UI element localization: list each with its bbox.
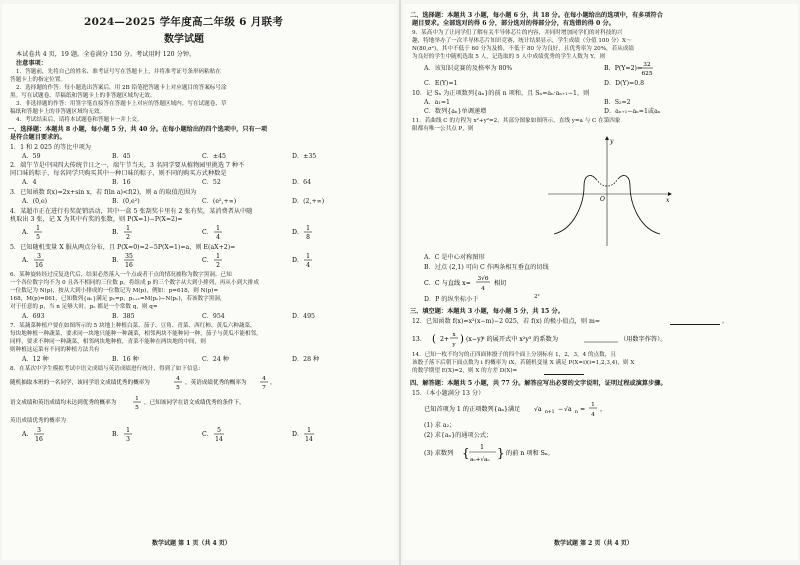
paren-close: ) (460, 334, 464, 345)
q15-part3-text: 的前 n 项和 Sₙ。 (506, 450, 554, 457)
option-label: B．P(Y=2)= (604, 65, 643, 72)
option: C．52 (202, 179, 221, 186)
frac-num: 3√6 (477, 276, 489, 282)
axis-label-y: y (610, 138, 614, 145)
question-15-part: (2) 求{aₙ}的通项公式； (424, 432, 493, 439)
question-14: 该骰子落下后朝下面点数为 i 的概率为 iX，若随机变量 X 满足 P(X=i)(i=1,2,3,4)，则 X (412, 360, 635, 366)
question-5: 5．已知随机变量 X 服从两点分布，且 P(X=0)=2−5P(X=1)=a，则 E(aX+2)= (10, 244, 236, 251)
frac-den: 2 (216, 262, 220, 269)
option: A．4 (22, 179, 37, 186)
exam-subtitle: 数学试题 (164, 34, 204, 45)
page-footer: 数学试题 第 2 页（共 4 页） (554, 540, 633, 547)
frac-den: 4 (306, 262, 310, 269)
option: B．45 (112, 153, 131, 160)
option: B．S₂=2 (604, 99, 631, 106)
q8-text: ， (270, 380, 276, 386)
exam-page-1 (2, 4, 396, 560)
q4-options (2, 222, 396, 242)
frac-den: 7 (262, 385, 266, 391)
frac-den: 4 (591, 412, 595, 418)
q13-text: ⁶ 的展开式中 x²y³ 的系数为 (482, 336, 559, 343)
svg-text:}: } (497, 446, 505, 460)
section-2-heading: 题目要求。全部选对的得 6 分，部分选对的得部分分，有选错的得 0 分。 (412, 20, 615, 27)
option: D．aₙ₊₁−aₙ=1或aₙ (604, 108, 661, 115)
question-12-end: 。 (722, 318, 729, 325)
option: D．±35 (292, 153, 317, 160)
svg-text:√a: √a (564, 406, 572, 413)
question-15-heading: 15．（本小题满分 13 分） (412, 390, 485, 397)
option-label: C． (202, 431, 213, 438)
section-3-heading: 三、填空题：本题共 3 小题，每小题 5 分，共 15 分。 (410, 308, 564, 315)
q8-body (2, 372, 396, 418)
question-6: 6．某种旋转经过反复迭代后，结果必然落入一个点或者干点的情况被称为数字黑洞。已知 (10, 272, 232, 278)
frac-num: 4 (262, 376, 266, 382)
option: A．a₁=1 (424, 99, 450, 106)
option: A．59 (22, 153, 41, 160)
question-9: 为良好的学生中随机选取 5 人，记选取的 5 人中成绩优秀的学生人数为 Y，则 (412, 54, 606, 60)
option: C．±45 (202, 153, 226, 160)
q8-text: ，英语成绩优秀的概率为 (185, 380, 247, 386)
curve-left-branch (554, 175, 596, 234)
frac-num: 1 (36, 225, 40, 232)
x-axis-arrow (668, 192, 672, 196)
page-gutter (399, 0, 401, 565)
frac-num: 1 (126, 427, 130, 434)
option: D．495 (292, 313, 315, 320)
option-label: A． (22, 257, 33, 264)
section-1-heading: 是符合题目要求的。 (10, 134, 66, 141)
question-7: 每块地种植一种蔬菜，要求同一块地只能种一种蔬菜，相邻两块不能种同一种，茄子与黄瓜不能相邻， (10, 331, 262, 337)
section-1-heading: 一、选择题：本题共 8 小题，每小题 5 分，共 40 分。在每小题给出的四个选项中，只有一项 (8, 126, 268, 133)
q8-text: 语文成绩和英语成绩均未达到优秀的概率为 (10, 400, 117, 406)
option: A．693 (22, 313, 45, 320)
frac-den: y (452, 342, 456, 348)
option: A．该知识竞赛的及格率为 80% (424, 65, 513, 72)
option: D．28 种 (292, 356, 320, 363)
question-2: 2．端午节是中国四大传统节日之一，端午节当天，3 名同学要从植物园里挑选 7 种不 (10, 162, 245, 169)
option: D．(2,+∞) (292, 198, 325, 205)
q8-options (2, 424, 396, 446)
question-6: 一个各位数字均不为 0 且各不相同的三位数 p，将组成 p 的三个数字从大到小排列，再从小到大排成 (10, 280, 259, 286)
question-6: 对于任意的 p，当 n 足够大时，pₙ 都是一个常数 q，则 q= (10, 304, 158, 310)
question-11: 11．若曲线 C 的方程为 x²+y²=2，其部分图象如图所示，直线 y=a 与 C 在第四象 (412, 118, 621, 124)
frac-num: 1 (216, 225, 220, 232)
svg-text:aₙ+√aₙ: aₙ+√aₙ (470, 457, 490, 463)
option: A．C 是中心对称图形 (424, 254, 485, 261)
question-13 (404, 328, 798, 350)
exam-intro: 本试卷共 4 页，19 题。全卷满分 150 分。考试用时 120 分钟。 (16, 51, 196, 58)
notes-title: 注意事项： (16, 60, 47, 67)
option-label: C．C 与直线 x= (424, 280, 471, 287)
question-15-stem (404, 398, 798, 420)
option: C．24 种 (202, 356, 229, 363)
option: B．过点 (2,1) 可向 C 作两条相互垂直的切线 (424, 264, 549, 271)
section-2-heading: 二、选择题：本题共 3 小题，每小题 6 分，共 18 分。在每小题给出的选项中，有多项符合 (410, 12, 663, 19)
option: D．D(Y)=0.8 (604, 80, 645, 87)
note-line: 1．答题前，先将自己的姓名、准考证号写在答题卡上，并将准考证号条形码粘贴在 (16, 69, 221, 75)
option: C．E(Y)=1 (424, 80, 458, 87)
frac-num: 1 (126, 225, 130, 232)
q15-text: ， (600, 406, 607, 413)
q8-text: ，已知该同学在语文成绩优秀的条件下， (144, 400, 245, 406)
question-9: 趣，特地举办了一次半导体芯片知识竞赛，统计结果显示，学生成绩（分值 100 分）X～ (412, 38, 632, 44)
y-axis-arrow (605, 136, 609, 140)
option: A．(0,e) (22, 198, 48, 205)
frac-num: 1 (135, 396, 139, 402)
curve-right-branch (618, 175, 660, 234)
question-9: 9．某高中为了让同学们了解有关半导体芯片的内容，并同时增加同学们的对科技的兴 (412, 30, 623, 36)
question-15-part: (1) 求 a₂； (424, 422, 456, 429)
axis-label-x: x (666, 197, 670, 204)
svg-text:n: n (575, 410, 578, 415)
frac-den: 2 (126, 234, 130, 241)
option-label: 相切 (494, 280, 507, 287)
option-label: C． (202, 229, 213, 236)
question-7: 则种植这运菜有不同的种植方法共有 (10, 347, 100, 353)
frac-den: 16 (125, 262, 133, 269)
option: D．64 (292, 179, 312, 186)
svg-text:2+: 2+ (440, 336, 450, 343)
page-footer: 数学试题 第 1 页（共 4 页） (152, 540, 231, 547)
q13-text: （用数字作答）。 (620, 336, 667, 343)
frac-num: 3 (37, 253, 41, 260)
option-label: B． (112, 229, 123, 236)
frac-num: 35 (125, 253, 133, 260)
note-line: 4．考试结束后，请将本试题卷和答题卡一并上交。 (16, 117, 143, 123)
frac-num: 32 (643, 62, 651, 68)
option: D．P 的纵坐标小于 (424, 296, 479, 303)
q11-curve-figure (544, 134, 674, 252)
option: A．12 种 (22, 356, 49, 363)
question-4: 机取出 3 张，记 X 为其中有奖的张数，则 P(X=1)−P(X=2)= (10, 216, 183, 223)
frac-den: 14 (305, 436, 313, 443)
svg-text:−: − (558, 406, 564, 413)
option-label: B． (112, 257, 123, 264)
question-14: 14．已知一枚不均匀的正四面体骰子的四个面上分别标有 1，2，3，4 的点数，且 (412, 352, 616, 358)
frac-num: 1 (216, 253, 220, 260)
note-line: 2．选择题的作答：每小题选出答案后，用 2B 铅笔把答题卡上对应题目的答案标号涂 (16, 85, 227, 91)
paren-open: ( (432, 334, 436, 345)
frac-num: 5 (217, 427, 221, 434)
frac-num: 4 (176, 376, 180, 382)
frac-den: 5 (176, 385, 180, 391)
note-line: 答题卡上的指定位置。 (10, 77, 66, 83)
frac-den: 3 (126, 436, 130, 443)
q5-options (2, 250, 396, 270)
q12-answer-blank[interactable] (670, 324, 720, 325)
option-label: A． (22, 229, 33, 236)
question-7: 7．某蔬菜种植户要在如图所示的 5 块地上种植白菜、茄子、豆角、青菜、西红柿、黄瓜六种蔬菜， (10, 323, 256, 329)
frac-den: 4 (481, 286, 485, 292)
frac-num: x (452, 332, 456, 338)
frac-den: 16 (35, 262, 43, 269)
option-label: D． (292, 229, 304, 236)
option-label: A． (22, 431, 33, 438)
frac-num: 1 (307, 427, 311, 434)
question-3: 3．已知函数 f(x)=2x+sin x，若 f(ln a)<f(2)，则 a 的取值范围为 (10, 189, 197, 196)
question-2: 同口味的粽子，每名同学只购买其中一种口味的粽子，则不同的购买方式种数是 (10, 170, 227, 177)
svg-text:{: { (462, 446, 470, 460)
question-6: 168，M(p)=861，已知数列{aₙ}满足 p₁=p，pₙ₊₁=M(pₙ)−N(pₙ)，若该数字黑洞， (10, 296, 226, 302)
question-6: 一位数记为 N(p)，按从大到小排成的一位数记为 M(p)，例如：p=618，则 N(p)= (10, 288, 219, 294)
option-exponent: 2² (534, 294, 540, 300)
question-15-part-3 (404, 440, 798, 468)
question-10: 10．记 Sₙ 为正项数列{aₙ}的前 n 项和，且 Sₙ=aₙ·aₙ₊₁−1，则 (412, 90, 590, 97)
frac-den: 5 (36, 234, 40, 241)
option: C．954 (202, 313, 225, 320)
option: B．16 (112, 179, 131, 186)
svg-text:√a: √a (534, 406, 542, 413)
option: C．数列{aₙ}单调递增 (424, 108, 487, 115)
q15-text: 已知首项为 1 的正项数列{aₙ}满足 (424, 406, 521, 413)
svg-text:(x−y): (x−y) (466, 336, 483, 343)
option: B．16 种 (112, 356, 139, 363)
exam-page-2 (404, 4, 798, 560)
note-line: 稿纸和答题卡上的非答题区域均无效。 (10, 109, 106, 115)
question-4: 4．某超市正在进行有奖促销活动，其中一盒 5 张刮奖卡里有 2 张有奖，某消费者从中随 (10, 208, 253, 215)
question-14: 的数学期望 E(X)=2，则 X 的方差 D(X)= (412, 368, 518, 374)
q8-text: 随机抽取本班的一名同学，该同学语文成绩优秀的概率为 (10, 380, 150, 386)
frac-den: 14 (215, 436, 223, 443)
frac-den: 5 (135, 405, 139, 411)
frac-den: 8 (306, 234, 310, 241)
frac-num: 1 (306, 253, 310, 260)
question-8: 8．在某次中学生模拟考试中语文成绩与英语成绩进行统计，得到了如下信息： (10, 366, 204, 372)
option: C．(e²,+∞) (202, 198, 237, 205)
option-label: D． (292, 431, 304, 438)
frac-den: 16 (35, 436, 43, 443)
option: B．385 (112, 313, 135, 320)
q13-label: 13． (412, 336, 427, 343)
q11-option-c (404, 272, 798, 294)
question-7: 同样，要求不种同一种蔬菜，相邻两块地种植，青菜不能种在两块地的中间，则 (10, 339, 206, 345)
question-1: 1．1 和 2 025 的等比中项为 (10, 144, 91, 151)
svg-text:n+1: n+1 (545, 410, 555, 415)
frac-den: 4 (216, 234, 220, 241)
question-8: 英语成绩优秀的概率为 (10, 418, 66, 424)
frac-den: 625 (641, 71, 653, 77)
exam-title: 2024—2025 学年度高二年级 6 月联考 (84, 16, 284, 28)
option: B．(0,e²) (112, 198, 140, 205)
section-4-heading: 四、解答题：本题共 5 小题，共 77 分。解答应写出必要的文字说明，证明过程或演算步骤。 (410, 380, 667, 387)
axis-label-origin: O (600, 196, 605, 203)
option-label: D． (292, 257, 304, 264)
frac-num: 1 (306, 225, 310, 232)
note-line: 黑。写在试题卷、草稿纸和答题卡上的非答题区域均无效。 (10, 93, 156, 99)
question-12: 12．已知函数 f(x)=x³(x−m)−2 025，若 f(x) 的极小值点，则 m= (412, 318, 601, 325)
frac-num: 1 (591, 402, 595, 408)
question-9: N(80,σ²)，其中不低于 60 分为及格，不低于 80 分为良好，且优秀率为 20%，若从成绩 (412, 46, 634, 52)
q15-part3-text: (3) 求数列 (424, 450, 454, 457)
option-label: C． (202, 257, 213, 264)
question-11: 限都有唯一公共点 P，则 (412, 126, 474, 132)
svg-text:1: 1 (480, 444, 484, 451)
q9-option-b (604, 58, 664, 78)
frac-num: 3 (37, 427, 41, 434)
note-line: 3．非选择题的作答：用签字笔直接答在答题卡上对应的答题区域内。写在试题卷、草 (16, 101, 227, 107)
q15-equals: = (580, 406, 586, 413)
option-label: B． (112, 431, 123, 438)
q14-answer-blank[interactable] (544, 374, 584, 375)
